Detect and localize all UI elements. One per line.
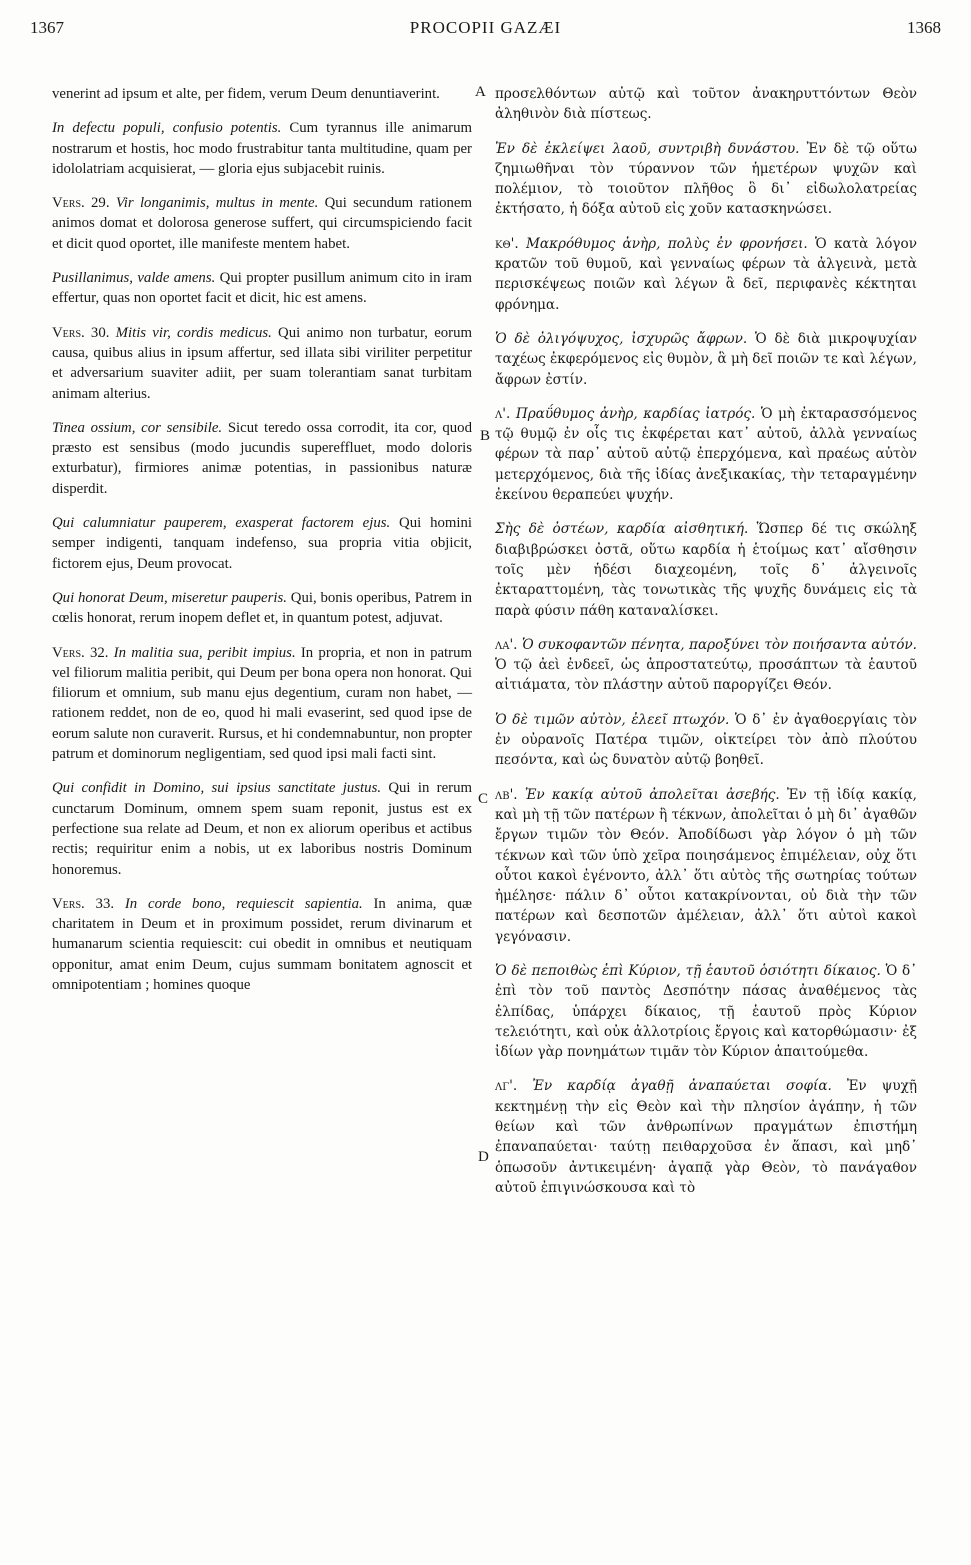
lemma: Ὁ δὲ ὀλιγόψυχος, ἰσχυρῶς ἄφρων. bbox=[495, 330, 748, 347]
commentary-text: Ὁ δ᾽ ἐπὶ τὸν τοῦ παντὸς Δεσπότην πάσας ἀναθέμενος τὰς ἐλπίδας, ὑπάρχει δίκαιος, τῇ ἑαυτοῦ πρὸς Κύριον τελειότητι, καὶ οὐκ ἀλλοτρίοις ἔργοις καὶ κατορθώμασιν· ἐξ ἰδίων γὰρ πονημάτων τιμᾶν τὸν Κύριον ἀπαιτούμεθα. bbox=[495, 962, 917, 1061]
section-marker-c: C bbox=[478, 791, 489, 807]
greek-paragraph bbox=[495, 961, 917, 1062]
commentary-text: Qui secundum rationem animos domat et dolorosa generose suffert, qui circumspiciendo facit et dicit quod oportet, ille manifeste mentem habet. bbox=[52, 195, 472, 252]
commentary-text: venerint ad ipsum et alte, per fidem, verum Deum denuntiaverint. bbox=[52, 86, 440, 102]
lemma: Mitis vir, cordis medicus. bbox=[109, 324, 272, 341]
commentary-text: Sicut teredo ossa corrodit, ita cor, quod præsto est sensibus (modo jucundis supereffluet, modo doloris exturbatur), firmiores animæ potentias, in passionibus naturæ disperdit. bbox=[52, 419, 472, 497]
greek-paragraph bbox=[495, 635, 917, 696]
lemma: Qui confidit in Domino, sui ipsius sanctitate justus. bbox=[52, 780, 382, 797]
section-marker-b: B bbox=[480, 428, 491, 444]
page-number-right: 1368 bbox=[907, 18, 941, 37]
page-number-left: 1367 bbox=[30, 18, 64, 37]
greek-paragraph bbox=[495, 404, 917, 505]
commentary-text: Ὁ δὲ διὰ μικροψυχίαν ταχέως ἐκφερόμενος εἰς θυμὸν, ἃ μὴ δεῖ ποιῶν τε καὶ λέγων, ἄφρων ἐστίν. bbox=[495, 330, 917, 388]
lemma: In malitia sua, peribit impius. bbox=[108, 644, 296, 661]
commentary-text: Qui, bonis operibus, Patrem in cœlis honorat, rerum inopem deflet et, in quantum potest, adjuvat. bbox=[52, 589, 472, 627]
commentary-text: Ὁ δ᾽ ἐν ἀγαθοεργίαις τὸν ἐν οὐρανοῖς Πατέρα τιμῶν, οἰκτείρει τὸν ἀπὸ πλούτου πεσόντα, καὶ ὡς δυνατὸν αὐτῷ βοηθεῖ. bbox=[495, 711, 917, 769]
greek-paragraph bbox=[495, 785, 917, 947]
verse-number: Vers. 32. bbox=[52, 644, 109, 661]
verse-number: Vers. 29. bbox=[52, 195, 110, 212]
lemma: In corde bono, requiescit sapientia. bbox=[114, 895, 363, 912]
latin-paragraph bbox=[52, 513, 472, 574]
section-marker-a: A bbox=[475, 84, 486, 100]
verse-number: κθ'. bbox=[495, 235, 519, 252]
verse-number: λγ'. bbox=[495, 1078, 518, 1095]
commentary-text: Ἐν τῇ ἰδίᾳ κακίᾳ, καὶ μὴ τῇ τῶν πατέρων ἢ τέκνων, ἀπολεῖται ὁ μὴ δι᾽ ἀγαθῶν ἔργων τιμῶν τὸν Θεόν. Ἀποδίδωσι γὰρ λόγον ὁ μὴ τῶν τέκνων καὶ τῶν ὑπὸ χεῖρα ποιησάμενος ἐπιμέλειαν, οὐχ ὅτι οὗτοι κακοὶ ἐγένοντο, ἀλλ᾽ ὅτι αὐτὸς τῆς σωτηρίας τούτων ἠμέλησε· πάλιν δ᾽ οὗτοι κατακρίνονται, οὐ διὰ τὴν τῶν πατέρων καὶ δεσποτῶν ἀμέλειαν, ἀλλ᾽ ὅτι αὐτοὶ κακοὶ γεγόνασιν. bbox=[495, 786, 918, 945]
greek-paragraph bbox=[495, 139, 917, 220]
greek-paragraph bbox=[495, 710, 917, 771]
verse-number: λα'. bbox=[495, 636, 518, 653]
latin-paragraph bbox=[52, 268, 472, 309]
greek-paragraph bbox=[495, 1076, 917, 1198]
latin-paragraph bbox=[52, 894, 472, 995]
commentary-text: Ὁ μὴ ἐκταρασσόμενος τῷ θυμῷ ἐν οἷς τις ἐκφέρεται κατ᾽ αὐτοῦ, ἀλλὰ γενναίως φέρων τὰ παρ᾽ αὐτοῦ αὐτῷ ἐπερχόμενα, καὶ πραέως αὐτὸν μετερχόμενος, διὰ τῆς ἰδίας ἀνεξικακίας, τὴν τεταραγμένην ἐκείνου θεραπεύει ψυχήν. bbox=[495, 405, 918, 504]
verse-number: Vers. 33. bbox=[52, 895, 115, 912]
greek-column bbox=[495, 84, 917, 1212]
commentary-text: Qui propter pusillum animum cito in iram effertur, quas non oportet facit et dicit, hic est amens. bbox=[52, 270, 472, 307]
commentary-text: Qui homini semper indigenti, tanquam indefenso, sua propria vitia objicit, fictorem ejus, Deum provocat. bbox=[52, 515, 472, 572]
latin-paragraph bbox=[52, 84, 472, 104]
commentary-text: Ὁ τῷ ἀεὶ ἐνδεεῖ, ὡς ἀπροστατεύτῳ, προσάπτων τὰ ἑαυτοῦ αἰτιάματα, τὸν πλάστην αὐτοῦ παροργίζει Θεόν. bbox=[495, 657, 917, 694]
commentary-text: In anima, quæ charitatem in Deum et in proximum possidet, rerum divinarum et humanarum scientia requiescit: cui obedit in omnibus et neutiquam opponitur, amat enim Deum, cujus summam bonitatem agnoscit et omnipotentiam ; homines quoque bbox=[52, 895, 472, 993]
commentary-text: Ὁ κατὰ λόγον κρατῶν τοῦ θυμοῦ, καὶ γενναίως φέρων τὰ ἀλγεινὰ, μετὰ περισκέψεως ποιῶν καὶ λέγων ἃ δεῖ, περιφανὲς κέκτηται φρόνημα. bbox=[495, 235, 917, 313]
latin-column bbox=[52, 84, 472, 1009]
commentary-text: Ἐν ψυχῇ κεκτημένῃ τὴν εἰς Θεὸν καὶ τὴν πλησίον ἀγάπην, ἡ τῶν θείων καὶ τῶν ἀνθρωπίνων πραγμάτων ἐπιστήμη ἐπαναπαύεται· ταύτῃ πειθαρχοῦσα ἐν ἅπασι, καὶ μηδ᾽ ὁπωσοῦν ἀντικειμένη· ἀγαπᾷ γὰρ Θεὸν, τὸ πανάγαθον αὐτοῦ ἐπιγινώσκουσα καὶ τὸ bbox=[495, 1078, 917, 1196]
page-header bbox=[30, 18, 941, 44]
latin-paragraph bbox=[52, 118, 472, 179]
lemma: Qui honorat Deum, miseretur pauperis. bbox=[52, 589, 287, 606]
commentary-text: Ὥσπερ δέ τις σκώληξ διαβιβρώσκει ὀστᾶ, οὕτω καρδία ἡ ἑτοίμως κατ᾽ αἴσθησιν τοῖς μὲν ἡδέσι διαχεομένη, τοῖς δ᾽ ἀλγεινοῖς ἐκταραττομένη, τὰς τονωτικὰς τῆς ψυχῆς δυνάμεις εἰς τὰ παρὰ φύσιν πάθη καταναλίσκει. bbox=[495, 521, 917, 619]
latin-paragraph bbox=[52, 193, 472, 254]
verse-number: λ'. bbox=[495, 405, 511, 422]
lemma: Ἐν δὲ ἐκλείψει λαοῦ, συντριβὴ δυνάστου. bbox=[495, 140, 800, 157]
section-marker-d: D bbox=[478, 1149, 489, 1165]
lemma: Pusillanimus, valde amens. bbox=[52, 270, 216, 287]
greek-paragraph bbox=[495, 519, 917, 620]
commentary-text: In propria, et non in patrum vel filiorum malitia peribit, qui Deum per bona opera non honorat. Qui filiorum et omnium, sub manu ejus degentium, curam non habet, — rationem reddet, non de eo, quod hi mali evaserint, sed quod ipse de eorum salute non curaverit. Rursus, et hi condemnabuntur, non propter patrum et dominorum negligentiam, sed quod ipsi mali facti sint. bbox=[52, 644, 473, 763]
latin-paragraph bbox=[52, 323, 472, 404]
commentary-text: Qui animo non turbatur, eorum causa, quibus alius in ipsum affertur, sed illata sibi viriliter perpetitur et adversarium suaviter adiit, per suam tolerantiam sanat turbitam animam alterius. bbox=[52, 324, 473, 402]
lemma: Qui calumniatur pauperem, exasperat factorem ejus. bbox=[52, 515, 391, 532]
greek-paragraph bbox=[495, 234, 917, 315]
lemma: In defectu populi, confusio potentis. bbox=[52, 120, 282, 137]
lemma: Ἐν κακίᾳ αὐτοῦ ἀπολεῖται ἀσεβής. bbox=[517, 786, 780, 803]
latin-paragraph bbox=[52, 643, 472, 765]
lemma: Μακρόθυμος ἀνὴρ, πολὺς ἐν φρονήσει. bbox=[518, 235, 808, 252]
commentary-text: Ἐν δὲ τῷ οὕτω ζημιωθῆναι τὸν τύραννον τῶν ἡμετέρων ψυχῶν καὶ πολέμιον, τὸ τοιοῦτον πλῆθος ὃ δι᾽ εἰδωλολατρείας ἐκτήσατο, ἡ δόξα αὐτοῦ εἰς χοῦν κατασκηνώσει. bbox=[495, 140, 918, 218]
lemma: Vir longanimis, multus in mente. bbox=[109, 195, 319, 212]
commentary-text: Cum tyrannus ille animarum nostrarum et hostis, hoc modo frustrabitur tanta multitudine, quam per idololatriam acquisierat, — gloria ejus subjacebit ruinis. bbox=[52, 120, 472, 177]
lemma: Πραΰθυμος ἀνὴρ, καρδίας ἰατρός. bbox=[510, 405, 756, 422]
lemma: Tinea ossium, cor sensibile. bbox=[52, 419, 223, 436]
lemma: Ἐν καρδίᾳ ἀγαθῇ ἀναπαύεται σοφία. bbox=[517, 1078, 832, 1095]
greek-paragraph bbox=[495, 329, 917, 390]
latin-paragraph bbox=[52, 418, 472, 499]
lemma: Ὁ συκοφαντῶν πένητα, παροξύνει τὸν ποιήσαντα αὐτόν. bbox=[517, 636, 917, 653]
verse-number: λβ'. bbox=[495, 786, 518, 803]
commentary-text: Qui in rerum cunctarum Dominum, omnem spem suam reponit, justus est ex perfectione sua relate ad Deum, et non ex aliorum operibus et actibus rectis; requiritur enim a nobis, ut ex laboribus nostris Dominum honoremus. bbox=[52, 780, 472, 878]
lemma: Σὴς δὲ ὀστέων, καρδία αἰσθητική. bbox=[495, 521, 749, 538]
commentary-text: προσελθόντων αὐτῷ καὶ τοῦτον ἀνακηρυττόντων Θεὸν ἀληθινὸν διὰ πίστεως. bbox=[495, 86, 917, 123]
verse-number: Vers. 30. bbox=[52, 324, 110, 341]
lemma: Ὁ δὲ πεποιθὼς ἐπὶ Κύριον, τῇ ἑαυτοῦ ὁσιότητι δίκαιος. bbox=[495, 962, 881, 979]
greek-paragraph bbox=[495, 84, 917, 125]
running-title: PROCOPII GAZÆI bbox=[409, 18, 562, 37]
lemma: Ὁ δὲ τιμῶν αὐτὸν, ἐλεεῖ πτωχόν. bbox=[495, 711, 730, 728]
latin-paragraph bbox=[52, 778, 472, 879]
latin-paragraph bbox=[52, 588, 472, 629]
